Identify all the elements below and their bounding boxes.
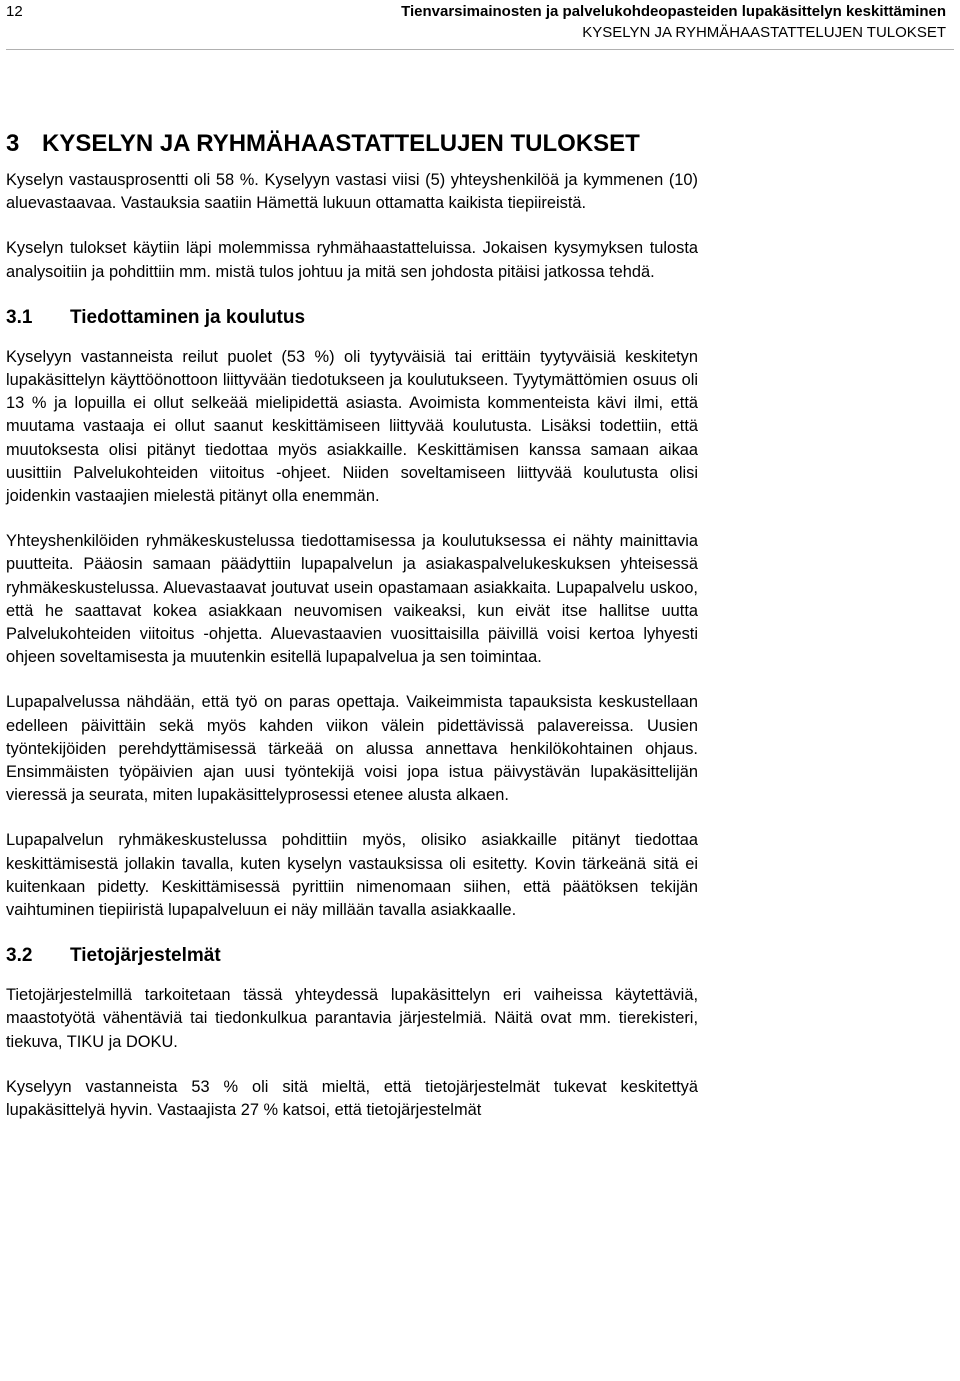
section-title: Tiedottaminen ja koulutus xyxy=(70,306,306,328)
header-subtitle: KYSELYN JA RYHMÄHAASTATTELUJEN TULOKSET xyxy=(582,24,946,41)
intro-paragraph: Kyselyn vastausprosentti oli 58 %. Kyselyyn vastasi viisi (5) yhteyshenkilöä ja kymmenen (10) aluevastaavaa. Vastauksia saatiin Hämettä lukuun ottamatta kaikista tiepiireistä. xyxy=(6,171,698,213)
chapter-title: KYSELYN JA RYHMÄHAASTATTELUJEN TULOKSET xyxy=(42,130,640,157)
header-divider xyxy=(6,49,954,50)
page-body xyxy=(6,128,698,1144)
section-heading xyxy=(6,944,698,968)
section-number: 3.2 xyxy=(6,945,33,967)
page-number: 12 xyxy=(6,3,23,20)
body-paragraph: Kyselyyn vastanneista reilut puolet (53 %) oli tyytyväisiä tai erittäin tyytyväisiä keskitetyn lupakäsittelyn käyttöönottoon liittyvään tiedotukseen ja koulutukseen. Tyytymättömien osuus oli 13 % ja lopuilla ei ollut selkeää mielipidettä asiasta. Avoimista kommenteista kävi ilmi, että muutama vastaaja ei ollut saanut keskittämiseen liittyvää koulutusta. Lisäksi todettiin, että muutoksesta olisi pitänyt tiedottaa myös asiakkaille. Keskittämisen kanssa samaan aikaa uusittiin Palvelukohteiden viitoitus -ohjeet. Niiden soveltamiseen liittyvää koulutusta olisi joidenkin vastaajien mielestä pitänyt olla enemmän. xyxy=(6,347,698,506)
section-heading xyxy=(6,306,698,330)
header-title: Tienvarsimainosten ja palvelukohdeopasteiden lupakäsittelyn keskittäminen xyxy=(401,3,946,20)
running-header xyxy=(6,0,954,50)
section-number: 3.1 xyxy=(6,306,33,328)
intro-paragraph: Kyselyn tulokset käytiin läpi molemmissa ryhmähaastatteluissa. Jokaisen kysymyksen tulosta analysoitiin ja pohdittiin mm. mistä tulos johtuu ja mitä sen johdosta pitäisi jatkossa tehdä. xyxy=(6,239,698,281)
body-paragraph: Yhteyshenkilöiden ryhmäkeskustelussa tiedottamisessa ja koulutuksessa ei nähty mainittavia puutteita. Pääosin samaan päädyttiin lupapalvelun ja asiakaspalvelukeskuksen yhteisessä ryhmäkeskustelussa. Aluevastaavat joutuvat usein opastamaan asiakkaita. Lupapalvelu uskoo, että he saattavat kokea asiakkaan neuvomisen vaikeaksi, kun eivät itse hallitse uutta Palvelukohteiden viitoitus -ohjetta. Aluevastaavien vuosittaisilla päivillä voisi kertoa lyhyesti ohjeen soveltamisesta ja muutenkin esitellä lupapalvelua ja sen toimintaa. xyxy=(6,532,698,667)
chapter-number: 3 xyxy=(6,130,20,157)
body-paragraph: Tietojärjestelmillä tarkoitetaan tässä yhteydessä lupakäsittelyn eri vaiheissa käytettäviä, maastotyötä vähentäviä tai tiedonkulkua parantavia järjestelmiä. Näitä ovat mm. tierekisteri, tiekuva, TIKU ja DOKU. xyxy=(6,986,698,1051)
section-title: Tietojärjestelmät xyxy=(70,945,221,967)
body-paragraph: Lupapalvelun ryhmäkeskustelussa pohdittiin myös, olisiko asiakkaille pitänyt tiedottaa keskittämisestä jollakin tavalla, kuten kyselyn vastauksissa oli esitetty. Kovin tärkeänä sitä ei kuitenkaan pidetty. Keskittämisessä pyrittiin nimenomaan siihen, että päätöksen tekijän vaihtuminen tiepiiristä lupapalveluun ei näy millään tavalla asiakkaalle. xyxy=(6,831,698,920)
body-paragraph: Lupapalvelussa nähdään, että työ on paras opettaja. Vaikeimmista tapauksista keskustellaan edelleen päivittäin sekä myös kahden viikon välein pidettävissä palavereissa. Uusien työntekijöiden perehdyttämisessä tärkeää on alussa annettava henkilökohtainen ohjaus. Ensimmäisten työpäivien ajan uusi työntekijä voisi jopa istua päivystävän lupakäsittelijän vieressä ja seurata, miten lupakäsittelyprosessi etenee alusta alkaen. xyxy=(6,693,698,805)
chapter-heading xyxy=(6,128,698,159)
body-paragraph: Kyselyyn vastanneista 53 % oli sitä mieltä, että tietojärjestelmät tukevat keskitettyä lupakäsittelyä hyvin. Vastaajista 27 % katsoi, että tietojärjestelmät xyxy=(6,1077,698,1120)
